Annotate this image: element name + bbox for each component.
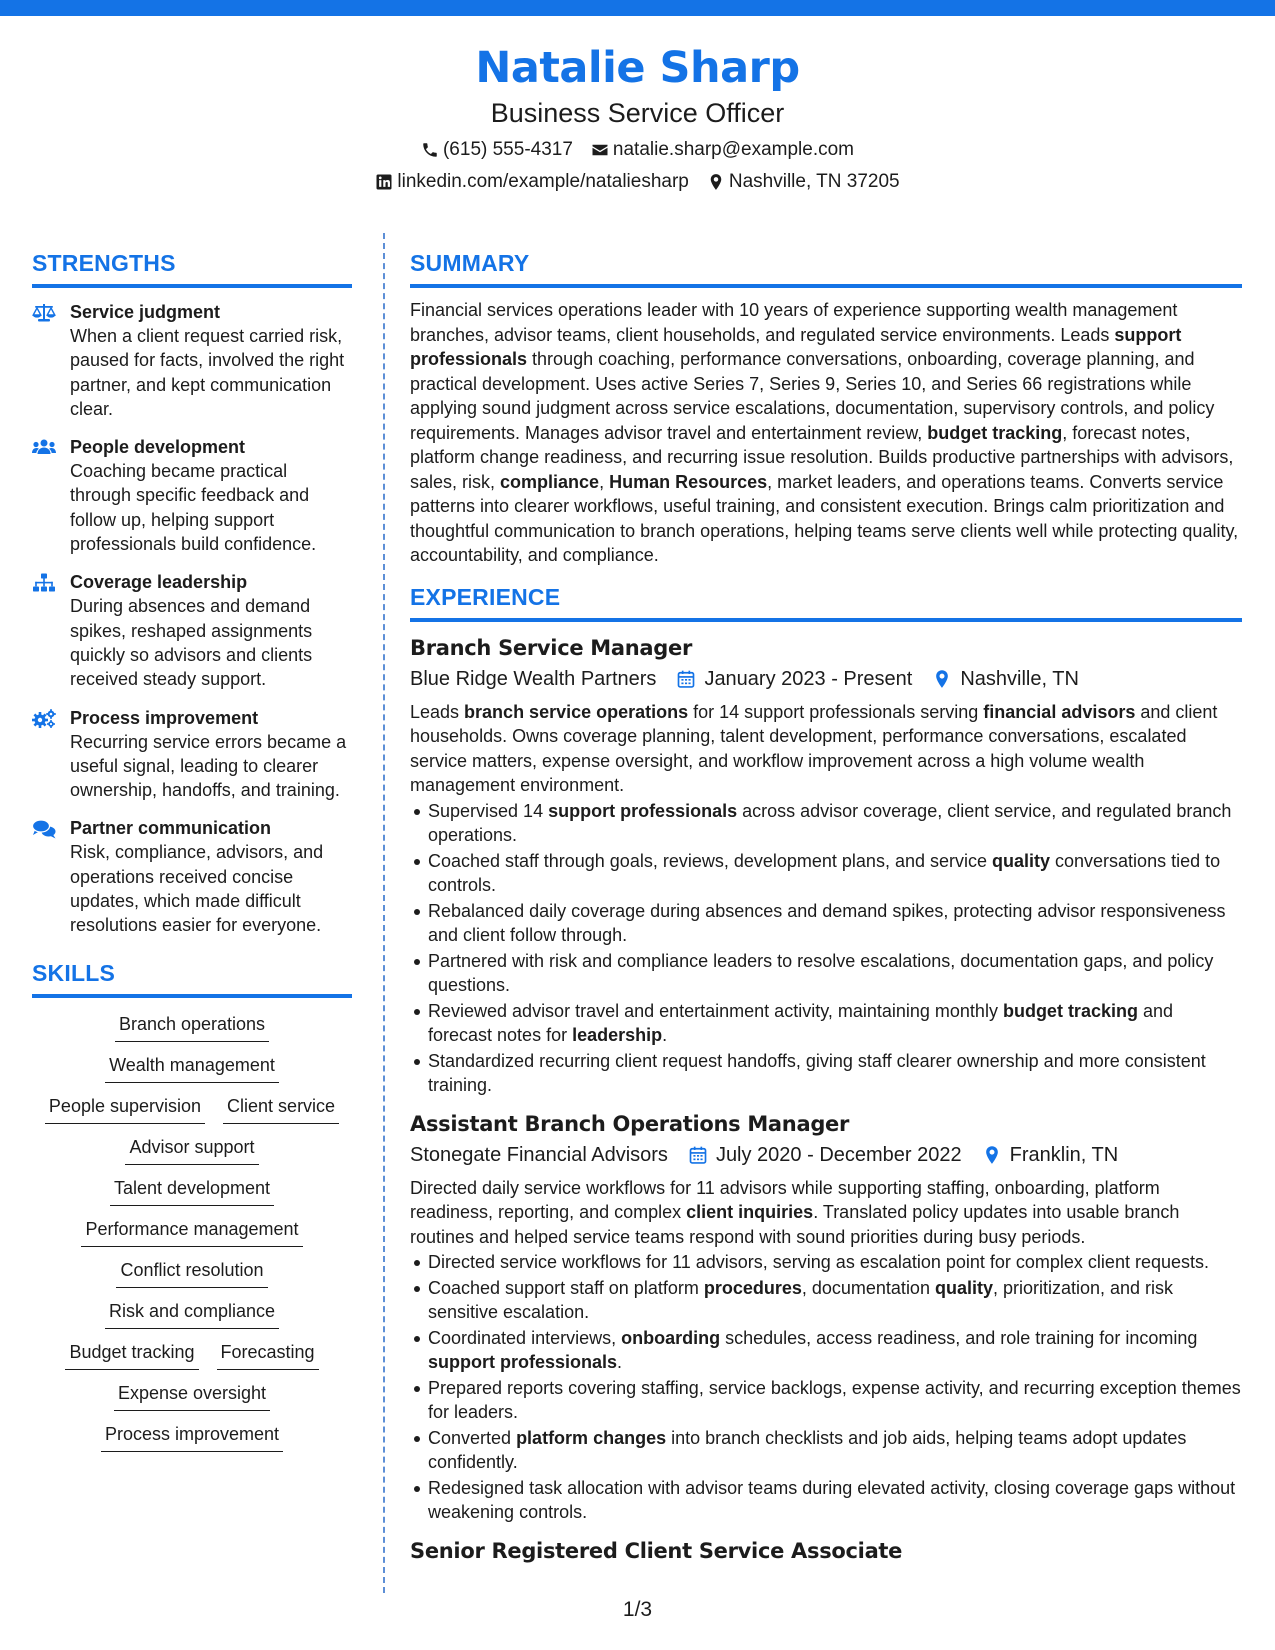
text-segment: Supervised 14 bbox=[428, 800, 549, 821]
column-divider bbox=[383, 233, 385, 1593]
text-segment: Coordinated interviews, bbox=[428, 1327, 622, 1348]
right-column bbox=[410, 248, 1242, 1565]
text-segment: Directed daily service workflows for 11 advisors while supporting staffing, onboarding, platform readiness, reporting, and complex bbox=[410, 1177, 1160, 1222]
skill-row bbox=[125, 1135, 258, 1165]
bold-keyword: onboarding bbox=[621, 1327, 721, 1348]
text-segment: , documentation bbox=[801, 1277, 935, 1298]
candidate-title: Business Service Officer bbox=[490, 98, 785, 128]
job-location: Nashville, TN bbox=[960, 667, 1079, 690]
bullet-item bbox=[428, 949, 1242, 998]
skill-tag: Process improvement bbox=[101, 1422, 283, 1452]
linkedin-icon bbox=[375, 173, 393, 191]
candidate-name: Natalie Sharp bbox=[475, 43, 800, 93]
sitemap-icon bbox=[32, 573, 56, 593]
job-dates: July 2020 - December 2022 bbox=[715, 1143, 962, 1166]
map-pin-icon bbox=[982, 1145, 1002, 1165]
strength-item bbox=[32, 300, 352, 421]
linkedin-contact[interactable] bbox=[375, 170, 689, 194]
experience-heading: EXPERIENCE bbox=[410, 582, 1242, 622]
summary-heading: SUMMARY bbox=[410, 248, 1242, 288]
bold-keyword: support professionals bbox=[428, 1352, 618, 1372]
skill-tag: Branch operations bbox=[115, 1012, 269, 1042]
bold-keyword: support professionals bbox=[548, 800, 738, 821]
skill-row bbox=[110, 1176, 274, 1206]
bullet-item bbox=[428, 799, 1242, 848]
bold-keyword: client inquiries bbox=[686, 1202, 814, 1222]
location-contact bbox=[707, 170, 900, 194]
strength-title: Partner communication bbox=[70, 818, 272, 839]
strength-description: When a client request carried risk, paused for facts, involved the right partner, and kept communication clear. bbox=[70, 326, 345, 419]
envelope-icon bbox=[591, 141, 609, 159]
job-entry bbox=[410, 1537, 1242, 1565]
bold-keyword: financial advisors bbox=[983, 701, 1136, 722]
skill-row bbox=[116, 1258, 267, 1288]
users-icon bbox=[32, 438, 56, 458]
skill-row bbox=[114, 1381, 270, 1411]
text-segment: . bbox=[662, 1025, 668, 1045]
calendar-icon bbox=[688, 1145, 708, 1165]
text-segment: Rebalanced daily coverage during absences and demand spikes, protecting advisor responsiveness and client follow through. bbox=[428, 900, 1226, 945]
bullet-item bbox=[428, 1376, 1242, 1425]
skill-tag: Expense oversight bbox=[114, 1381, 270, 1411]
job-dates: January 2023 - Present bbox=[704, 667, 913, 690]
strength-description: Risk, compliance, advisors, and operations received concise updates, which made difficult resolutions easier for everyone. bbox=[70, 842, 324, 936]
text-segment: Directed service workflows for 11 advisors, serving as escalation point for complex client requests. bbox=[428, 1252, 1209, 1272]
phone-contact bbox=[421, 138, 573, 162]
contact-line-1 bbox=[0, 138, 1275, 162]
text-segment: Financial services operations leader with 10 years of experience supporting wealth management branches, advisor teams, client households, and regulated service environments. Leads bbox=[410, 300, 1178, 345]
job-description bbox=[410, 1176, 1242, 1250]
job-meta bbox=[410, 1140, 1242, 1170]
text-segment: . bbox=[617, 1352, 623, 1372]
strength-title: Process improvement bbox=[70, 707, 259, 728]
job-entry bbox=[410, 1110, 1242, 1525]
map-pin-icon bbox=[932, 669, 952, 689]
skill-tag: Advisor support bbox=[125, 1135, 258, 1165]
top-accent-bar bbox=[0, 0, 1275, 16]
bold-keyword: support professionals bbox=[410, 324, 1182, 369]
strengths-list bbox=[32, 300, 352, 938]
page-number: 1/3 bbox=[622, 1598, 653, 1621]
bullet-item bbox=[428, 849, 1242, 898]
text-segment: Coached staff through goals, reviews, development plans, and service bbox=[428, 850, 992, 871]
bold-keyword: leadership bbox=[572, 1025, 663, 1045]
strength-title: Coverage leadership bbox=[70, 572, 248, 593]
job-title: Senior Registered Client Service Associate bbox=[410, 1538, 903, 1563]
skill-tag: Talent development bbox=[110, 1176, 274, 1206]
job-title: Assistant Branch Operations Manager bbox=[410, 1111, 850, 1136]
text-segment: and forecast notes for bbox=[428, 1000, 1174, 1045]
job-company: Blue Ridge Wealth Partners bbox=[410, 667, 657, 690]
job-company: Stonegate Financial Advisors bbox=[410, 1143, 668, 1166]
strength-description: Recurring service errors became a useful signal, leading to clearer ownership, handoffs, and training. bbox=[70, 731, 347, 801]
linkedin-text[interactable]: linkedin.com/example/nataliesharp bbox=[397, 171, 689, 192]
text-segment: , prioritization, and risk sensitive escalation. bbox=[428, 1277, 1174, 1322]
strength-item bbox=[32, 706, 352, 803]
bullet-item bbox=[428, 1476, 1242, 1525]
bold-keyword: compliance bbox=[500, 471, 600, 492]
skill-row bbox=[105, 1299, 279, 1329]
bold-keyword: quality bbox=[992, 850, 1051, 871]
skill-row bbox=[45, 1094, 339, 1124]
summary-text bbox=[410, 298, 1242, 568]
text-segment: . Translated policy updates into usable branch routines and helped service teams respond with sound priorities during busy periods. bbox=[410, 1202, 1180, 1247]
email-contact[interactable] bbox=[591, 138, 854, 162]
bullet-item bbox=[428, 1049, 1242, 1098]
scale-icon bbox=[32, 303, 56, 323]
strength-title: People development bbox=[70, 437, 246, 458]
text-segment: Converted bbox=[428, 1427, 517, 1448]
text-segment: across advisor coverage, client service, and regulated branch operations. bbox=[428, 800, 1232, 845]
phone-icon bbox=[421, 141, 439, 159]
bold-keyword: procedures bbox=[703, 1277, 802, 1298]
skill-row bbox=[65, 1340, 318, 1370]
contact-line-2 bbox=[0, 170, 1275, 194]
bullet-item bbox=[428, 1326, 1242, 1375]
strength-item bbox=[32, 816, 352, 937]
strength-item bbox=[32, 435, 352, 556]
skill-row bbox=[101, 1422, 283, 1452]
skills-heading: SKILLS bbox=[32, 958, 352, 998]
phone-text: (615) 555-4317 bbox=[442, 139, 573, 160]
job-title: Branch Service Manager bbox=[410, 635, 693, 660]
skill-tag: Budget tracking bbox=[65, 1340, 198, 1370]
skill-tag: Wealth management bbox=[105, 1053, 279, 1083]
job-bullets bbox=[410, 1250, 1242, 1525]
text-segment: , bbox=[599, 471, 610, 492]
skill-tag: Forecasting bbox=[217, 1340, 319, 1370]
left-column bbox=[32, 248, 352, 1452]
text-segment: Partnered with risk and compliance leaders to resolve escalations, documentation gaps, and policy questions. bbox=[428, 950, 1214, 995]
text-segment: , forecast notes, platform change readiness, and recurring issue resolution. Builds productive partnerships with advisors, sales, risk, bbox=[410, 422, 1234, 492]
bold-keyword: Human Resources bbox=[609, 471, 768, 492]
text-segment: Leads bbox=[410, 701, 465, 722]
skill-tag: Performance management bbox=[81, 1217, 302, 1247]
gears-icon bbox=[32, 709, 56, 729]
bullet-item bbox=[428, 1250, 1242, 1275]
text-segment: schedules, access readiness, and role training for incoming bbox=[720, 1327, 1198, 1348]
comments-icon bbox=[32, 819, 56, 839]
calendar-icon bbox=[676, 669, 696, 689]
skills-list bbox=[32, 1012, 352, 1452]
strength-description: During absences and demand spikes, reshaped assignments quickly so advisors and clients received steady support. bbox=[70, 596, 313, 690]
strengths-heading: STRENGTHS bbox=[32, 248, 352, 288]
text-segment: Prepared reports covering staffing, service backlogs, expense activity, and recurring exception themes for leaders. bbox=[428, 1377, 1241, 1422]
map-pin-icon bbox=[707, 173, 725, 191]
bullet-item bbox=[428, 1426, 1242, 1475]
bullet-item bbox=[428, 899, 1242, 948]
skill-tag: Client service bbox=[223, 1094, 339, 1124]
text-segment: Redesigned task allocation with advisor teams during elevated activity, closing coverage gaps without weakening controls. bbox=[428, 1477, 1236, 1522]
email-text[interactable]: natalie.sharp@example.com bbox=[612, 139, 854, 160]
text-segment: for 14 support professionals serving bbox=[688, 701, 984, 722]
bold-keyword: branch service operations bbox=[464, 701, 689, 722]
bold-keyword: platform changes bbox=[516, 1427, 667, 1448]
bold-keyword: quality bbox=[934, 1277, 993, 1298]
bold-keyword: budget tracking bbox=[1002, 1000, 1138, 1021]
skill-tag: Conflict resolution bbox=[116, 1258, 267, 1288]
text-segment: Reviewed advisor travel and entertainment activity, maintaining monthly bbox=[428, 1000, 1003, 1021]
strength-title: Service judgment bbox=[70, 302, 221, 322]
job-meta bbox=[410, 664, 1242, 694]
skill-tag: People supervision bbox=[45, 1094, 205, 1124]
skill-row bbox=[105, 1053, 279, 1083]
text-segment: into branch checklists and job aids, helping teams adopt updates confidently. bbox=[428, 1427, 1187, 1472]
bold-keyword: budget tracking bbox=[927, 422, 1063, 443]
skill-row bbox=[81, 1217, 302, 1247]
strength-description: Coaching became practical through specific feedback and follow up, helping support professionals build confidence. bbox=[70, 461, 317, 555]
bullet-item bbox=[428, 999, 1242, 1048]
job-description bbox=[410, 700, 1242, 798]
text-segment: , market leaders, and operations teams. Converts service patterns into clearer workflows, useful training, and consistent execution. Brings calm prioritization and thoughtful communication to branch operations, helping teams serve clients well while protecting quality, accountability, and compliance. bbox=[410, 471, 1239, 565]
job-entry bbox=[410, 634, 1242, 1098]
text-segment: Standardized recurring client request handoffs, giving staff clearer ownership and more consistent training. bbox=[428, 1050, 1206, 1095]
text-segment: and client households. Owns coverage planning, talent development, performance conversations, escalated service matters, expense oversight, and workflow improvement across a high volume wealth management environment. bbox=[410, 701, 1218, 795]
skill-tag: Risk and compliance bbox=[105, 1299, 279, 1329]
skill-row bbox=[115, 1012, 269, 1042]
text-segment: through coaching, performance conversations, onboarding, coverage planning, and practical development. Uses active Series 7, Series 9, Series 10, and Series 66 registrations while applying sound judgment across service escalations, documentation, supervisory controls, and policy requirements. Manages advisor travel and entertainment review, bbox=[410, 349, 1215, 443]
bullet-item bbox=[428, 1276, 1242, 1325]
resume-header bbox=[0, 40, 1275, 194]
text-segment: Coached support staff on platform bbox=[428, 1277, 704, 1298]
job-bullets bbox=[410, 799, 1242, 1098]
strength-item bbox=[32, 570, 352, 691]
job-location: Franklin, TN bbox=[1009, 1143, 1119, 1166]
location-text: Nashville, TN 37205 bbox=[728, 171, 900, 192]
text-segment: conversations tied to controls. bbox=[428, 850, 1221, 895]
